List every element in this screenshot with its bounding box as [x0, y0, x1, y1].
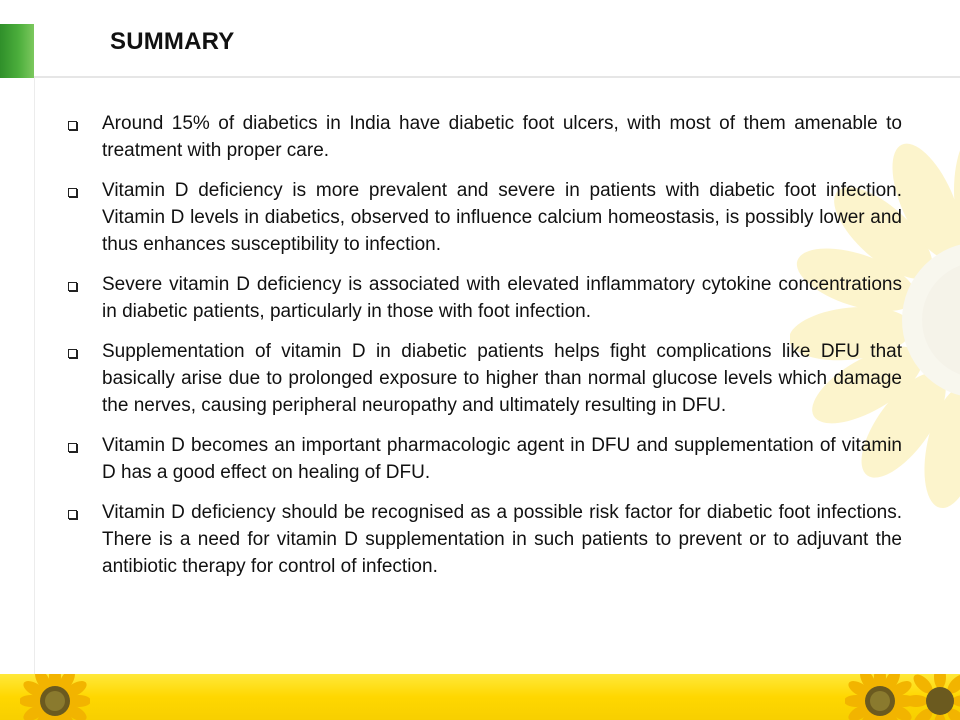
square-bullet-icon [68, 349, 77, 358]
bullet-text: Vitamin D becomes an important pharmacologic agent in DFU and supplementation of vitamin D has a good effect on healing of DFU. [102, 435, 902, 483]
bullet-text: Severe vitamin D deficiency is associated with elevated inflammatory cytokine concentrations in diabetic patients, particularly in those with foot infection. [102, 274, 902, 322]
header-accent-bar [0, 24, 34, 78]
summary-bullet-list [64, 110, 902, 593]
left-margin-rule [34, 78, 35, 674]
bullet-text: Vitamin D deficiency is more prevalent and severe in patients with diabetic foot infection. Vitamin D levels in diabetics, observed to influence calcium homeostasis, is possibly lower and thus enhances susceptibility to infection. [102, 180, 902, 255]
square-bullet-icon [68, 188, 77, 197]
summary-bullet-4 [64, 338, 902, 419]
bullet-text: Supplementation of vitamin D in diabetic patients helps fight complications like DFU that basically arise due to prolonged exposure to higher than normal glucose levels which damage the nerves, causing peripheral neuropathy and ultimately resulting in DFU. [102, 341, 902, 416]
summary-bullet-5 [64, 432, 902, 486]
footer-band [0, 674, 960, 720]
square-bullet-icon [68, 443, 77, 452]
summary-bullet-3 [64, 271, 902, 325]
summary-bullet-1 [64, 110, 902, 164]
square-bullet-icon [68, 282, 77, 291]
sunflower-icon [20, 674, 90, 720]
bullet-text: Vitamin D deficiency should be recognised as a possible risk factor for diabetic foot infections. There is a need for vitamin D supplementation in such patients to prevent or to adjuvant the antibiotic therapy for control of infection. [102, 502, 902, 577]
bullet-text: Around 15% of diabetics in India have diabetic foot ulcers, with most of them amenable to treatment with proper care. [102, 113, 902, 161]
square-bullet-icon [68, 510, 77, 519]
slide-title: SUMMARY [110, 28, 235, 55]
square-bullet-icon [68, 121, 77, 130]
header-divider [34, 76, 960, 78]
summary-bullet-6 [64, 499, 902, 580]
summary-bullet-2 [64, 177, 902, 258]
sunflower-icon [905, 674, 960, 720]
